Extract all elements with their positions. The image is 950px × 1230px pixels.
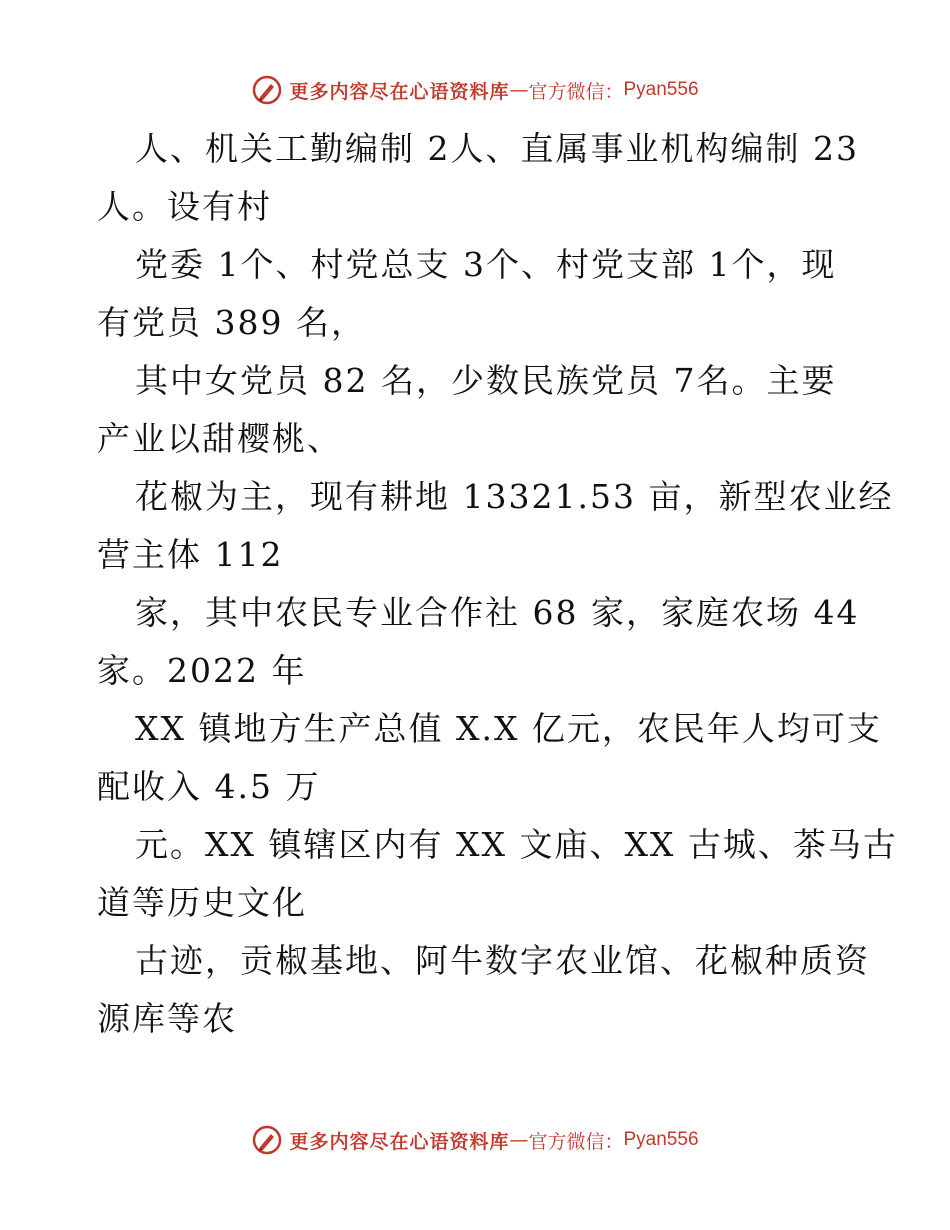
footer-banner — [0, 1120, 950, 1160]
document-body — [97, 120, 898, 1048]
text-line: 家，其中农民专业合作社 68 家，家庭农场 44 — [135, 593, 860, 632]
banner-contact-label: 官方微信： — [528, 1130, 624, 1153]
text-line: 花椒为主，现有耕地 13321.53 亩，新型农业经 — [135, 477, 894, 516]
pen-circle-icon — [251, 74, 283, 106]
text-line: 古迹，贡椒基地、阿牛数字农业馆、花椒种质资 — [135, 941, 870, 980]
text-line: XX 镇地方生产总值 X.X 亿元，农民年人均可支 — [135, 709, 882, 748]
banner-contact-label: 官方微信： — [528, 80, 624, 103]
text-line: 家。2022 年 — [97, 651, 307, 690]
header-banner — [0, 70, 950, 110]
banner-contact-id: Pyan556 — [623, 1129, 699, 1150]
text-line: 产业以甜樱桃、 — [97, 419, 342, 458]
banner-brand: 更多内容尽在心语资料库 — [289, 80, 510, 103]
text-line: 其中女党员 82 名，少数民族党员 7名。主要 — [135, 361, 837, 400]
text-line: 道等历史文化 — [97, 883, 307, 922]
text-line: 配收入 4.5 万 — [97, 767, 321, 806]
banner-separator: — — [509, 79, 529, 101]
text-line: 源库等农 — [97, 999, 237, 1038]
banner-contact-id: Pyan556 — [623, 79, 699, 100]
text-line: 营主体 112 — [97, 535, 284, 574]
text-line: 元。XX 镇辖区内有 XX 文庙、XX 古城、茶马古 — [135, 825, 898, 864]
banner-brand: 更多内容尽在心语资料库 — [289, 1130, 510, 1153]
text-line: 人、机关工勤编制 2人、直属事业机构编制 23 — [135, 129, 859, 168]
text-line: 人。设有村 — [97, 187, 272, 226]
banner-separator: — — [509, 1129, 529, 1151]
pen-circle-icon — [251, 1124, 283, 1156]
text-line: 有党员 389 名， — [97, 303, 366, 342]
text-line: 党委 1个、村党总支 3个、村党支部 1个，现 — [135, 245, 837, 284]
